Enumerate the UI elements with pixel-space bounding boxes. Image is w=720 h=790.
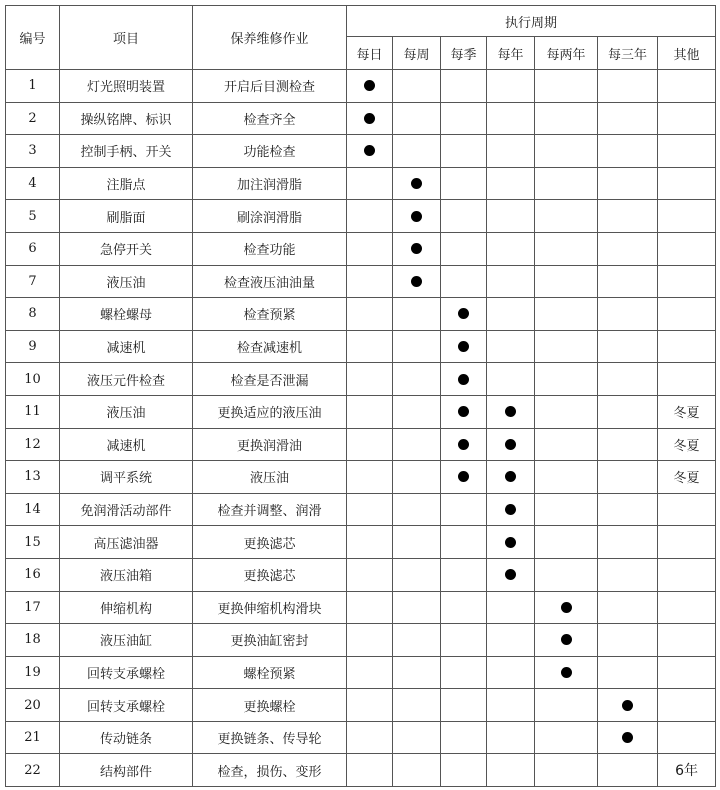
row-other: 冬夏 (658, 428, 716, 461)
schedule-dot-icon (458, 471, 469, 482)
period-cell (598, 461, 658, 494)
row-work: 更换适应的液压油 (193, 395, 347, 428)
row-item: 减速机 (60, 330, 193, 363)
row-item: 减速机 (60, 428, 193, 461)
row-work: 检查预紧 (193, 298, 347, 331)
row-item: 传动链条 (60, 721, 193, 754)
period-cell (487, 102, 535, 135)
header-period-weekly: 每周 (393, 37, 441, 70)
row-other (658, 721, 716, 754)
table-row (6, 721, 716, 754)
period-cell (598, 330, 658, 363)
period-cell (598, 689, 658, 722)
row-other (658, 167, 716, 200)
period-cell (441, 754, 487, 787)
period-cell (535, 298, 598, 331)
period-cell (393, 493, 441, 526)
schedule-dot-icon (561, 667, 572, 678)
row-item: 免润滑活动部件 (60, 493, 193, 526)
table-row (6, 558, 716, 591)
row-other (658, 689, 716, 722)
row-num: 8 (6, 298, 60, 331)
period-cell (535, 656, 598, 689)
period-cell (441, 395, 487, 428)
period-cell (393, 428, 441, 461)
period-cell (487, 493, 535, 526)
period-cell (347, 363, 393, 396)
table-row (6, 298, 716, 331)
period-cell (347, 689, 393, 722)
schedule-dot-icon (364, 145, 375, 156)
row-item: 调平系统 (60, 461, 193, 494)
row-work: 更换油缸密封 (193, 624, 347, 657)
row-work: 检查齐全 (193, 102, 347, 135)
period-cell (598, 624, 658, 657)
period-cell (598, 493, 658, 526)
table-row (6, 493, 716, 526)
row-other (658, 493, 716, 526)
period-cell (487, 330, 535, 363)
period-cell (347, 265, 393, 298)
table-row (6, 624, 716, 657)
table-row (6, 135, 716, 168)
row-item: 液压油缸 (60, 624, 193, 657)
period-cell (347, 102, 393, 135)
period-cell (598, 70, 658, 103)
schedule-body (6, 70, 716, 787)
table-row (6, 200, 716, 233)
row-item: 灯光照明装置 (60, 70, 193, 103)
period-cell (441, 363, 487, 396)
period-cell (347, 330, 393, 363)
row-work: 开启后目测检查 (193, 70, 347, 103)
row-num: 22 (6, 754, 60, 787)
period-cell (487, 363, 535, 396)
table-row (6, 526, 716, 559)
period-cell (598, 232, 658, 265)
row-num: 11 (6, 395, 60, 428)
period-cell (347, 558, 393, 591)
schedule-dot-icon (411, 276, 422, 287)
row-other (658, 624, 716, 657)
period-cell (487, 656, 535, 689)
schedule-dot-icon (505, 439, 516, 450)
header-item: 项目 (60, 6, 193, 70)
row-work: 加注润滑脂 (193, 167, 347, 200)
period-cell (441, 428, 487, 461)
period-cell (347, 428, 393, 461)
period-cell (393, 135, 441, 168)
period-cell (598, 167, 658, 200)
period-cell (393, 395, 441, 428)
period-cell (441, 232, 487, 265)
row-num: 5 (6, 200, 60, 233)
period-cell (347, 298, 393, 331)
row-other: 冬夏 (658, 461, 716, 494)
period-cell (535, 428, 598, 461)
row-other (658, 656, 716, 689)
row-item: 高压滤油器 (60, 526, 193, 559)
period-cell (598, 558, 658, 591)
header-period-triennial: 每三年 (598, 37, 658, 70)
period-cell (535, 135, 598, 168)
period-cell (487, 624, 535, 657)
period-cell (535, 102, 598, 135)
period-cell (393, 102, 441, 135)
period-cell (347, 70, 393, 103)
period-cell (347, 461, 393, 494)
period-cell (487, 721, 535, 754)
header-period-other: 其他 (658, 37, 716, 70)
row-item: 操纵铭牌、标识 (60, 102, 193, 135)
period-cell (598, 102, 658, 135)
row-other (658, 558, 716, 591)
row-num: 9 (6, 330, 60, 363)
period-cell (487, 526, 535, 559)
row-num: 1 (6, 70, 60, 103)
row-other: 6年 (658, 754, 716, 787)
row-work: 检查功能 (193, 232, 347, 265)
period-cell (487, 232, 535, 265)
row-item: 急停开关 (60, 232, 193, 265)
row-item: 液压油 (60, 265, 193, 298)
header-period-biennial: 每两年 (535, 37, 598, 70)
period-cell (347, 135, 393, 168)
row-work: 螺栓预紧 (193, 656, 347, 689)
period-cell (393, 167, 441, 200)
period-cell (487, 167, 535, 200)
period-cell (535, 200, 598, 233)
period-cell (535, 624, 598, 657)
schedule-dot-icon (364, 113, 375, 124)
schedule-dot-icon (458, 374, 469, 385)
period-cell (441, 461, 487, 494)
period-cell (487, 265, 535, 298)
row-work: 更换螺栓 (193, 689, 347, 722)
period-cell (598, 591, 658, 624)
schedule-dot-icon (561, 634, 572, 645)
period-cell (347, 526, 393, 559)
period-cell (487, 754, 535, 787)
period-cell (535, 689, 598, 722)
header-row-top (6, 6, 716, 37)
schedule-dot-icon (411, 243, 422, 254)
period-cell (347, 200, 393, 233)
period-cell (441, 721, 487, 754)
period-cell (441, 526, 487, 559)
period-cell (598, 428, 658, 461)
period-cell (393, 656, 441, 689)
table-row (6, 265, 716, 298)
period-cell (487, 70, 535, 103)
schedule-dot-icon (458, 308, 469, 319)
row-item: 注脂点 (60, 167, 193, 200)
period-cell (393, 200, 441, 233)
row-other (658, 330, 716, 363)
period-cell (535, 591, 598, 624)
schedule-dot-icon (458, 439, 469, 450)
schedule-dot-icon (505, 406, 516, 417)
row-item: 结构部件 (60, 754, 193, 787)
period-cell (347, 591, 393, 624)
period-cell (487, 428, 535, 461)
header-period-quarterly: 每季 (441, 37, 487, 70)
row-num: 20 (6, 689, 60, 722)
row-num: 16 (6, 558, 60, 591)
row-work: 检查减速机 (193, 330, 347, 363)
period-cell (535, 232, 598, 265)
period-cell (598, 721, 658, 754)
table-row (6, 428, 716, 461)
period-cell (598, 298, 658, 331)
period-cell (393, 754, 441, 787)
schedule-dot-icon (411, 211, 422, 222)
period-cell (393, 461, 441, 494)
maintenance-schedule-table (5, 5, 716, 787)
schedule-dot-icon (622, 732, 633, 743)
period-cell (535, 167, 598, 200)
header-period-yearly: 每年 (487, 37, 535, 70)
row-item: 螺栓螺母 (60, 298, 193, 331)
row-work: 更换滤芯 (193, 526, 347, 559)
period-cell (535, 721, 598, 754)
period-cell (535, 461, 598, 494)
period-cell (598, 526, 658, 559)
row-num: 3 (6, 135, 60, 168)
row-work: 检查，损伤、变形 (193, 754, 347, 787)
period-cell (487, 200, 535, 233)
row-num: 6 (6, 232, 60, 265)
period-cell (535, 493, 598, 526)
period-cell (535, 526, 598, 559)
period-cell (393, 624, 441, 657)
row-num: 12 (6, 428, 60, 461)
schedule-dot-icon (505, 504, 516, 515)
table-row (6, 167, 716, 200)
header-work: 保养维修作业 (193, 6, 347, 70)
schedule-dot-icon (622, 700, 633, 711)
period-cell (487, 135, 535, 168)
period-cell (393, 298, 441, 331)
period-cell (441, 493, 487, 526)
row-item: 刷脂面 (60, 200, 193, 233)
row-num: 13 (6, 461, 60, 494)
table-row (6, 754, 716, 787)
period-cell (535, 330, 598, 363)
period-cell (441, 200, 487, 233)
period-cell (487, 298, 535, 331)
row-num: 19 (6, 656, 60, 689)
row-item: 伸缩机构 (60, 591, 193, 624)
row-other (658, 200, 716, 233)
table-row (6, 232, 716, 265)
row-num: 2 (6, 102, 60, 135)
row-work: 更换润滑油 (193, 428, 347, 461)
period-cell (393, 689, 441, 722)
table-row (6, 70, 716, 103)
period-cell (393, 721, 441, 754)
schedule-dot-icon (364, 80, 375, 91)
table-row (6, 395, 716, 428)
row-work: 液压油 (193, 461, 347, 494)
schedule-dot-icon (458, 406, 469, 417)
row-item: 回转支承螺栓 (60, 656, 193, 689)
period-cell (347, 656, 393, 689)
period-cell (535, 265, 598, 298)
period-cell (598, 754, 658, 787)
schedule-dot-icon (505, 471, 516, 482)
period-cell (598, 656, 658, 689)
period-cell (441, 591, 487, 624)
row-num: 17 (6, 591, 60, 624)
period-cell (441, 298, 487, 331)
row-num: 4 (6, 167, 60, 200)
period-cell (598, 200, 658, 233)
period-cell (441, 70, 487, 103)
header-num: 编号 (6, 6, 60, 70)
period-cell (393, 70, 441, 103)
period-cell (441, 265, 487, 298)
period-cell (393, 265, 441, 298)
period-cell (393, 558, 441, 591)
period-cell (441, 102, 487, 135)
period-cell (347, 493, 393, 526)
row-work: 刷涂润滑脂 (193, 200, 347, 233)
period-cell (393, 363, 441, 396)
row-other (658, 70, 716, 103)
row-other (658, 102, 716, 135)
period-cell (535, 754, 598, 787)
period-cell (598, 363, 658, 396)
schedule-dot-icon (561, 602, 572, 613)
period-cell (441, 689, 487, 722)
row-item: 液压元件检查 (60, 363, 193, 396)
row-work: 功能检查 (193, 135, 347, 168)
row-num: 7 (6, 265, 60, 298)
row-other (658, 363, 716, 396)
period-cell (347, 624, 393, 657)
row-other (658, 526, 716, 559)
period-cell (347, 232, 393, 265)
row-item: 回转支承螺栓 (60, 689, 193, 722)
row-work: 更换滤芯 (193, 558, 347, 591)
table-row (6, 330, 716, 363)
table-row (6, 656, 716, 689)
row-item: 液压油箱 (60, 558, 193, 591)
period-cell (441, 167, 487, 200)
row-num: 14 (6, 493, 60, 526)
row-work: 检查并调整、润滑 (193, 493, 347, 526)
schedule-dot-icon (411, 178, 422, 189)
row-num: 15 (6, 526, 60, 559)
period-cell (598, 395, 658, 428)
period-cell (393, 591, 441, 624)
row-other (658, 232, 716, 265)
row-num: 10 (6, 363, 60, 396)
period-cell (347, 395, 393, 428)
header-cycle: 执行周期 (347, 6, 716, 37)
table-row (6, 363, 716, 396)
period-cell (487, 591, 535, 624)
row-work: 检查是否泄漏 (193, 363, 347, 396)
period-cell (598, 135, 658, 168)
period-cell (393, 526, 441, 559)
period-cell (535, 363, 598, 396)
period-cell (347, 754, 393, 787)
period-cell (441, 656, 487, 689)
period-cell (535, 395, 598, 428)
period-cell (441, 135, 487, 168)
schedule-dot-icon (505, 569, 516, 580)
period-cell (441, 624, 487, 657)
table-row (6, 461, 716, 494)
period-cell (487, 558, 535, 591)
row-other (658, 591, 716, 624)
row-work: 检查液压油油量 (193, 265, 347, 298)
row-other: 冬夏 (658, 395, 716, 428)
row-item: 液压油 (60, 395, 193, 428)
row-work: 更换链条、传导轮 (193, 721, 347, 754)
row-work: 更换伸缩机构滑块 (193, 591, 347, 624)
row-item: 控制手柄、开关 (60, 135, 193, 168)
row-num: 21 (6, 721, 60, 754)
period-cell (347, 721, 393, 754)
period-cell (347, 167, 393, 200)
period-cell (598, 265, 658, 298)
period-cell (487, 689, 535, 722)
row-num: 18 (6, 624, 60, 657)
table-row (6, 102, 716, 135)
row-other (658, 265, 716, 298)
schedule-dot-icon (458, 341, 469, 352)
period-cell (393, 330, 441, 363)
table-row (6, 689, 716, 722)
row-other (658, 135, 716, 168)
header-period-daily: 每日 (347, 37, 393, 70)
period-cell (393, 232, 441, 265)
period-cell (487, 395, 535, 428)
period-cell (487, 461, 535, 494)
table-row (6, 591, 716, 624)
period-cell (535, 558, 598, 591)
schedule-dot-icon (505, 537, 516, 548)
period-cell (441, 330, 487, 363)
row-other (658, 298, 716, 331)
period-cell (441, 558, 487, 591)
period-cell (535, 70, 598, 103)
